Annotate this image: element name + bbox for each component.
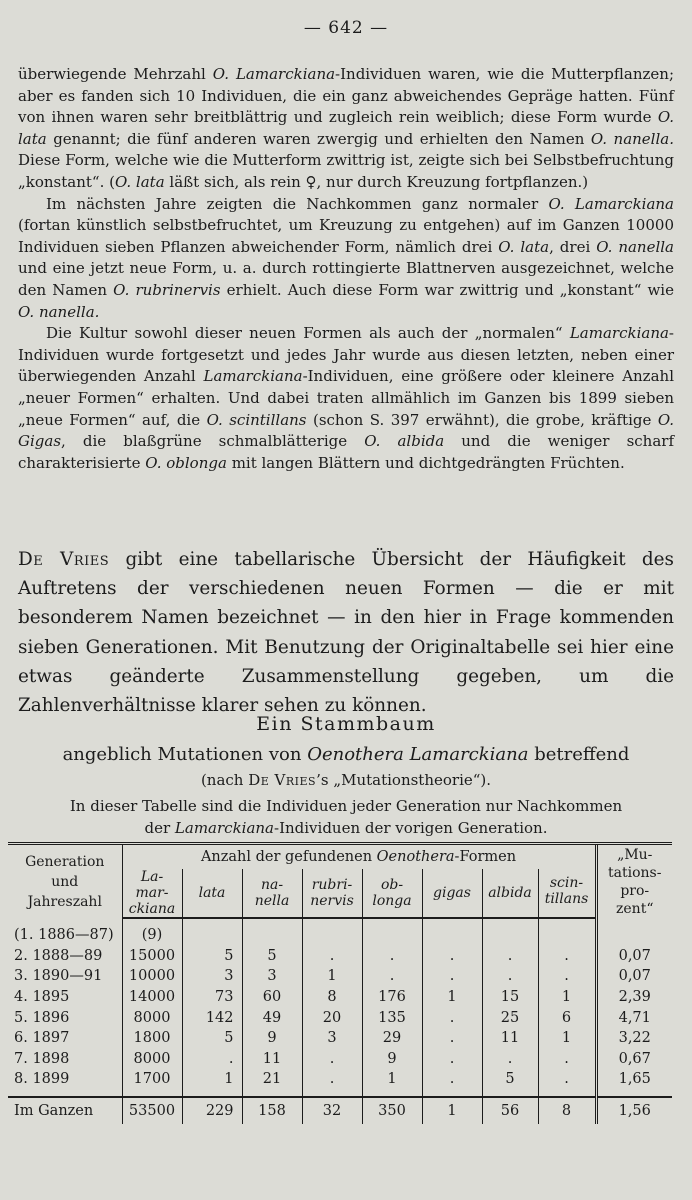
cell-nanella: 3 [242,966,302,987]
cell-nanella: 21 [242,1069,302,1097]
cell-nanella: 5 [242,946,302,967]
cell-lata: . [182,1049,242,1070]
paragraph-2: Im nächsten Jahre zeigten die Nachkommen ganz normaler O. Lamarckiana (fortan künstlich selbstbefruchtet, um Kreuzung zu entgehen) auf im Ganzen 10000 Individuen sieben Pflanzen abweichender Form, nämlich drei O. lata, drei O. nanella und eine jetzt neue Form, u. a. durch rottingierte Blattnerven ausgezeichnet, welche den Namen O. rubrinervis erhielt. Auch diese Form war zwittrig und „konstant“ wie O. nanella. [18,194,675,321]
table-title: Ein Stammbaum [256,713,436,735]
total-nanella: 158 [242,1097,302,1124]
source-author: De Vries [248,771,317,789]
mutation-table [8,842,672,1124]
cell-percent: 1,65 [596,1069,672,1097]
cell-lamarckiana: 14000 [122,987,182,1008]
table-row [8,1069,672,1097]
row-generation: 4. 1895 [14,989,70,1006]
cell-nanella [242,918,302,946]
paragraph-4 [18,545,674,720]
cell-albida: . [482,1049,538,1070]
cell-percent: 0,67 [596,1049,672,1070]
header-oblonga: ob- longa [362,869,422,918]
header-nanella: na- nella [242,869,302,918]
cell-lata: 1 [182,1069,242,1097]
cell-lata: 73 [182,987,242,1008]
cell-percent: 0,07 [596,946,672,967]
cell-gigas: . [422,1007,482,1028]
total-oblonga: 350 [362,1097,422,1124]
cell-percent: 4,71 [596,1007,672,1028]
source-pre: (nach [200,771,249,789]
cell-gigas: . [422,946,482,967]
cell-albida [482,918,538,946]
total-albida: 56 [482,1097,538,1124]
cell-lata: 5 [182,1028,242,1049]
row-generation: 2. 1888—89 [14,947,103,964]
cell-lamarckiana: 8000 [122,1049,182,1070]
cell-gigas: 1 [422,987,482,1008]
cell-percent [596,918,672,946]
row-generation: 5. 1896 [14,1009,70,1026]
cell-rubrinervis: 3 [302,1028,362,1049]
cell-scintillans: 1 [538,987,596,1008]
table-row [8,946,672,967]
cell-scintillans: 1 [538,1028,596,1049]
cell-scintillans: 6 [538,1007,596,1028]
cell-gigas: . [422,966,482,987]
cell-albida: . [482,966,538,987]
cell-albida: 5 [482,1069,538,1097]
cell-albida: . [482,946,538,967]
cell-scintillans: . [538,1069,596,1097]
cell-albida: 15 [482,987,538,1008]
row-generation: 8. 1899 [14,1071,70,1088]
cell-oblonga: 9 [362,1049,422,1070]
cell-rubrinervis: 8 [302,987,362,1008]
cell-rubrinervis: . [302,1069,362,1097]
cell-albida: 25 [482,1007,538,1028]
cell-nanella: 11 [242,1049,302,1070]
cell-rubrinervis: 20 [302,1007,362,1028]
table-row [8,966,672,987]
row-generation: 6. 1897 [14,1030,70,1047]
cell-lamarckiana: 10000 [122,966,182,987]
cell-nanella: 60 [242,987,302,1008]
cell-oblonga: 1 [362,1069,422,1097]
table-row [8,987,672,1008]
cell-rubrinervis: 1 [302,966,362,987]
header-albida: albida [482,869,538,918]
cell-lamarckiana: 1700 [122,1069,182,1097]
row-generation: (1. 1886—87) [14,926,114,943]
header-scintillans: scin- tillans [538,869,596,918]
table-total-row [8,1097,672,1124]
cell-gigas [422,918,482,946]
header-gigas: gigas [422,869,482,918]
header-rubrinervis: rubri- nervis [302,869,362,918]
table-note: In dieser Tabelle sind die Individuen jeder Generation nur Nachkommen der Lamarckiana-Individuen der vorigen Generation. [69,797,623,837]
cell-nanella: 9 [242,1028,302,1049]
row-generation: 7. 1898 [14,1050,70,1067]
total-gigas: 1 [422,1097,482,1124]
cell-rubrinervis: . [302,946,362,967]
cell-scintillans [538,918,596,946]
table-subtitle: angeblich Mutationen von Oenothera Lamarckiana betreffend [62,744,630,765]
total-scintillans: 8 [538,1097,596,1124]
cell-oblonga: . [362,946,422,967]
table-row [8,918,672,946]
table-source [0,771,692,789]
table-row [8,1049,672,1070]
source-post: ’s „Mutationstheorie“). [316,771,492,789]
page-number: — 642 — [303,18,389,38]
cell-scintillans: . [538,946,596,967]
cell-gigas: . [422,1028,482,1049]
cell-lata [182,918,242,946]
cell-gigas: . [422,1049,482,1070]
cell-lata: 142 [182,1007,242,1028]
paragraph-1: überwiegende Mehrzahl O. Lamarckiana-Individuen waren, wie die Mutterpflanzen; aber es fanden sich 10 Individuen, die ein ganz abweichendes Gepräge hatten. Fünf von ihnen waren sehr breitblättrig und zugleich rein weiblich; diese Form wurde O. lata genannt; die fünf anderen waren zwergig und erhielten den Namen O. nanella. Diese Form, welche wie die Mutterform zwittrig ist, zeigte sich bei Selbstbefruchtung „konstant“. (O. lata läßt sich, als rein ♀, nur durch Kreuzung fortpflanzen.) [18,65,674,191]
cell-scintillans: . [538,966,596,987]
cell-nanella: 49 [242,1007,302,1028]
cell-percent: 3,22 [596,1028,672,1049]
cell-oblonga: 135 [362,1007,422,1028]
cell-percent: 2,39 [596,987,672,1008]
cell-oblonga: 29 [362,1028,422,1049]
cell-scintillans: . [538,1049,596,1070]
header-lata: lata [182,869,242,918]
header-group: Anzahl der gefundenen Oenothera-Formen [122,844,596,870]
cell-rubrinervis: . [302,1049,362,1070]
header-generation: Generation und Jahreszahl [8,844,122,919]
cell-lata: 3 [182,966,242,987]
cell-rubrinervis [302,918,362,946]
cell-lata: 5 [182,946,242,967]
total-rubrinervis: 32 [302,1097,362,1124]
cell-percent: 0,07 [596,966,672,987]
cell-gigas: . [422,1069,482,1097]
header-lamarckiana: La- mar- ckiana [122,869,182,918]
total-percent: 1,56 [596,1097,672,1124]
cell-albida: 11 [482,1028,538,1049]
header-percent: „Mu- tations- pro- zent“ [596,844,672,919]
paragraph-3: Die Kultur sowohl dieser neuen Formen als auch der „normalen“ Lamarckiana-Individuen wurde fortgesetzt und jedes Jahr wurde aus diesen letzten, neben einer überwiegenden Anzahl Lamarckiana-Individuen, eine größere oder kleinere Anzahl „neuer Formen“ erhalten. Und dabei traten allmählich im Ganzen bis 1899 sieben „neue Formen“ auf, die O. scintillans (schon S. 397 erwähnt), die grobe, kräftige O. Gigas, die blaßgrüne schmalblätterige O. albida und die weniger scharf charakterisierte O. oblonga mit langen Blättern und dichtgedrängten Früchten. [18,324,675,472]
table-row [8,1007,672,1028]
total-label: Im Ganzen [8,1097,122,1124]
author-name: De Vries [18,549,110,570]
body-text-large [18,545,674,720]
cell-lamarckiana: 15000 [122,946,182,967]
cell-oblonga [362,918,422,946]
total-lamarckiana: 53500 [122,1097,182,1124]
cell-lamarckiana: (9) [122,918,182,946]
body-text-small [18,64,674,474]
table-row [8,1028,672,1049]
cell-lamarckiana: 1800 [122,1028,182,1049]
row-generation: 3. 1890—91 [14,968,103,985]
cell-lamarckiana: 8000 [122,1007,182,1028]
cell-oblonga: . [362,966,422,987]
total-lata: 229 [182,1097,242,1124]
paragraph-4-text: gibt eine tabellarische Übersicht der Häufigkeit des Auftretens der verschiedenen neuen Formen — die er mit besonderem Namen bezeichnet — in den hier in Frage kommenden sieben Generationen. Mit Benutzung der Originaltabelle sei hier eine etwas geänderte Zusammenstellung gegeben, um die Zahlenverhältnisse klarer sehen zu können. [18,549,674,717]
cell-oblonga: 176 [362,987,422,1008]
